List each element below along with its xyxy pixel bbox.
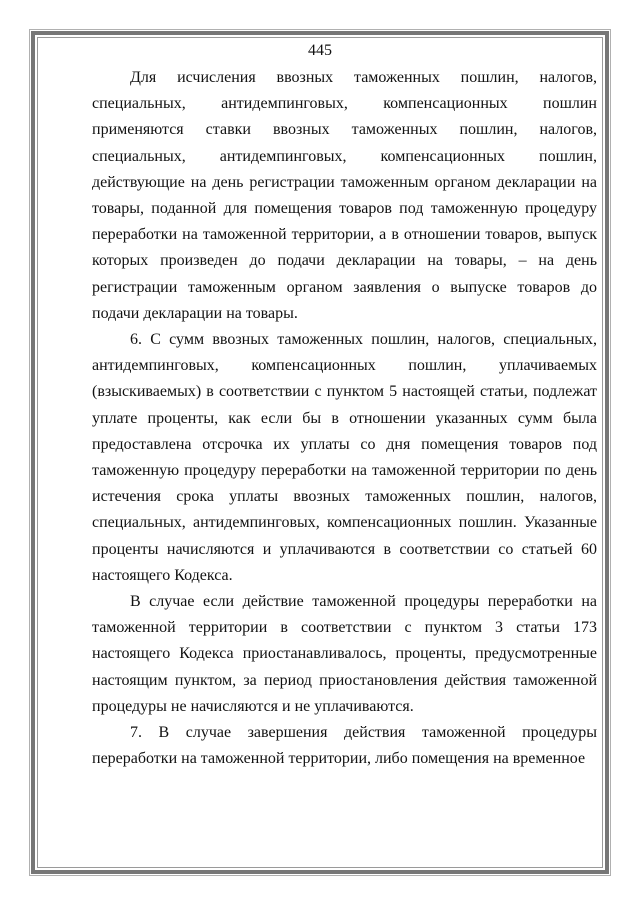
paragraph-suspension: В случае если действие таможенной процедуры переработки на таможенной территории в соответствии с пунктом 3 статьи 173 настоящего Кодекса приостанавливалось, проценты, предусмотренные настоящим пунктом, за период приостановления действия таможенной процедуры не начисляются и не уплачиваются. [92,593,597,715]
paragraph-rates: Для исчисления ввозных таможенных пошлин, налогов, специальных, антидемпинговых, компенсационных пошлин применяются ставки ввозных таможенных пошлин, налогов, специальных, антидемпинговых, компенсационных пошлин, действующие на день регистрации таможенным органом декларации на товары, поданной для помещения товаров под таможенную процедуру переработки на таможенной территории, а в отношении товаров, выпуск которых произведен до подачи декларации на товары, – на день регистрации таможенным органом заявления о выпуске товаров до подачи декларации на товары. [92,69,597,322]
page-number: 445 [308,42,332,59]
paragraph-item-7: 7. В случае завершения действия таможенной процедуры переработки на таможенной территории, либо помещения на временное [92,724,597,768]
document-body [92,65,597,772]
paragraph-item-6: 6. С сумм ввозных таможенных пошлин, налогов, специальных, антидемпинговых, компенсационных пошлин, уплачиваемых (взыскиваемых) в соответствии с пунктом 5 настоящей статьи, подлежат уплате проценты, как если бы в отношении указанных сумм была предоставлена отсрочка их уплаты со дня помещения товаров под таможенную процедуру переработки на таможенной территории по день истечения срока уплаты ввозных таможенных пошлин, налогов, специальных, антидемпинговых, компенсационных пошлин. Указанные проценты начисляются и уплачиваются в соответствии со статьей 60 настоящего Кодекса. [92,331,597,584]
